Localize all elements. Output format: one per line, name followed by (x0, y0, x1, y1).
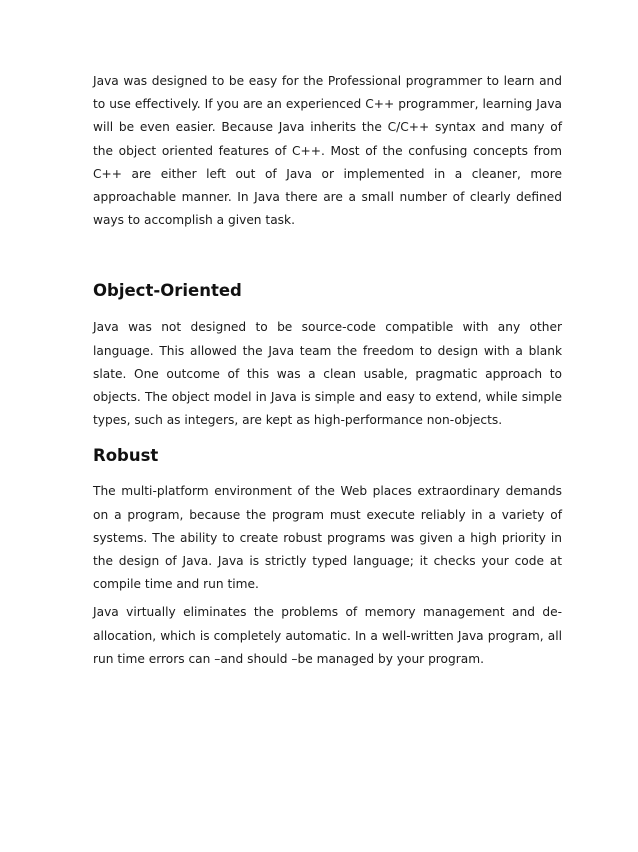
intro-paragraph: Java was designed to be easy for the Professional programmer to learn and to use effectively. If you are an experienced C++ programmer, learning Java will be even easier. Because Java inherits the C/C++ syntax and many of the object oriented features of C++. Most of the confusing concepts from C++ are either left out of Java or implemented in a cleaner, more approachable manner. In Java there are a small number of clearly defined ways to accomplish a given task. (93, 74, 562, 228)
object-oriented-paragraph: Java was not designed to be source-code compatible with any other language. This allowed the Java team the freedom to design with a blank slate. One outcome of this was a clean usable, pragmatic approach to objects. The object model in Java is simple and easy to extend, while simple types, such as integers, are kept as high-performance non-objects. (93, 320, 562, 428)
document-page (93, 70, 562, 671)
robust-paragraph-1: The multi-platform environment of the Web places extraordinary demands on a program, because the program must execute reliably in a variety of systems. The ability to create robust programs was given a high priority in the design of Java. Java is strictly typed language; it checks your code at compile time and run time. (93, 484, 562, 592)
section-heading-object-oriented: Object-Oriented (93, 281, 242, 301)
robust-paragraph-2: Java virtually eliminates the problems of memory management and de-allocation, which is completely automatic. In a well-written Java program, all run time errors can –and should –be managed by your program. (93, 605, 562, 666)
section-heading-robust: Robust (93, 446, 159, 466)
